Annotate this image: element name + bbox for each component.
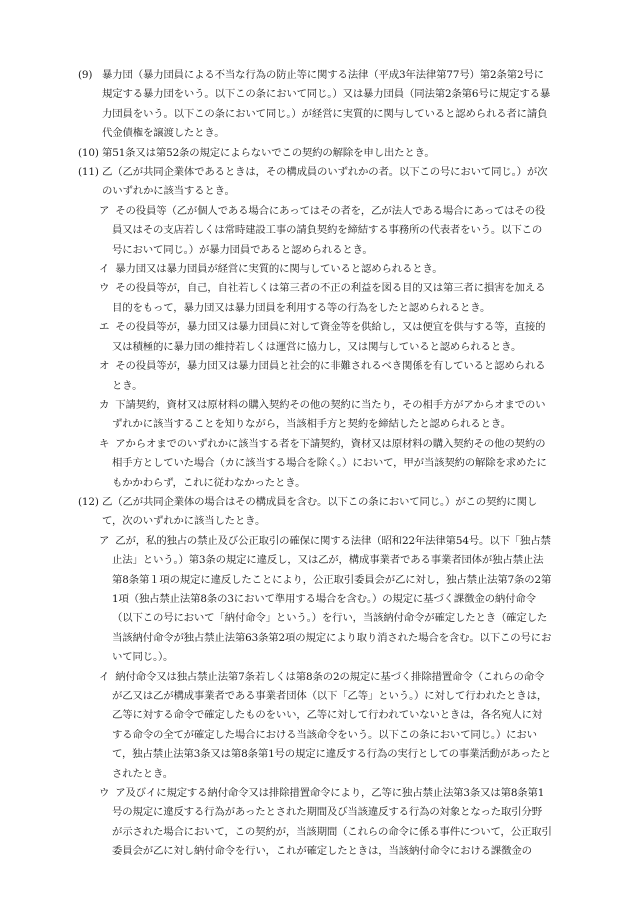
sub-item-text: アからオまでのいずれかに該当する者を下請契約，資材又は原材料の購入契約その他の契約の相手方としていた場合（カに該当する場合を除く。）において，甲が当該契約の解除を求めたにもかかわらず，これに従わなかったとき。 (112, 437, 547, 489)
sub-item-text: 乙が，私的独占の禁止及び公正取引の確保に関する法律（昭和22年法律第54号。以下「独占禁止法」という。）第3条の規定に違反し，又は乙が，構成事業者である事業者団体が独占禁止法第8条第１項の規定に違反したことにより，公正取引委員会が乙に対し，独占禁止法第7条の2第1項（独占禁止法第8条の3において準用する場合を含む。）の規定に基づく課徴金の納付命令（以下この号において「納付命令」という。）を行い，当該納付命令が確定したとき（確定した当該納付命令が独占禁止法第63条第2項の規定により取り消された場合を含む。以下この号において同じ。）。 (112, 534, 552, 664)
sub-item-11-a (92, 202, 552, 260)
sub-item-text: その役員等が，自己，自社若しくは第三者の不正の利益を図る目的又は第三者に損害を加える目的をもって，暴力団又は暴力団員を利用する等の行為をしたと認められるとき。 (112, 282, 546, 314)
clause-10 (78, 144, 552, 163)
contract-page (78, 66, 552, 862)
sub-item-11-ki (92, 435, 552, 493)
sub-item-text: ア及びイに規定する納付命令又は排除措置命令により，乙等に独占禁止法第3条又は第8条第1号の規定に違反する行為があったとされた期間及び当該違反する行為の対象となった取引分野が示された場合において，この契約が，当該期間（これらの命令に係る事件について，公正取引委員会が乙に対し納付命令を行い，これが確定したときは，当該納付命令における課徴金の (112, 787, 552, 858)
sub-item-11-u (92, 279, 552, 318)
sub-item-text: その役員等が，暴力団又は暴力団員と社会的に非難されるべき関係を有していると認められるとき。 (112, 360, 546, 392)
sub-item-label: エ (99, 321, 110, 334)
sub-item-12-u (92, 784, 552, 862)
clause-number: (10) (78, 146, 99, 159)
sub-item-text: 暴力団又は暴力団員が経営に実質的に関与していると認められるとき。 (115, 263, 443, 276)
sub-item-label: カ (99, 398, 110, 411)
sub-item-label: オ (99, 360, 110, 373)
sub-item-text: 納付命令又は独占禁止法第7条若しくは第8条の2の規定に基づく排除措置命令（これらの命令が乙又は乙が構成事業者である事業者団体（以下「乙等」という。）に対して行われたときは，乙等に対する命令で確定したものをいい，乙等に対して行われていないときは，各名宛人に対する命令の全てが確定した場合における当該命令をいう。以下この条において同じ。）において，独占禁止法第3条又は第8条第1号の規定に違反する行為の実行としての事業活動があったとされたとき。 (112, 670, 551, 780)
clause-text: 第51条又は第52条の規定によらないでこの契約の解除を申し出たとき。 (102, 146, 435, 159)
sub-item-label: ウ (99, 787, 110, 800)
sub-item-label: イ (99, 263, 110, 276)
clause-text: 暴力団（暴力団員による不当な行為の防止等に関する法律（平成3年法律第77号）第2条第2号に規定する暴力団をいう。以下この条において同じ。）又は暴力団員（同法第2条第6号に規定する暴力団員をいう。以下この条において同じ。）が経営に実質的に関与していると認められる者に請負代金債権を譲渡したとき。 (102, 69, 551, 140)
sub-item-text: その役員等（乙が個人である場合にあってはその者を，乙が法人である場合にあってはその役員又はその支店若しくは常時建設工事の請負契約を締結する事務所の代表者をいう。以下この号において同じ。）が暴力団員であると認められるとき。 (112, 204, 546, 256)
sub-item-text: 下請契約，資材又は原材料の購入契約その他の契約に当たり，その相手方がアからオまでのいずれかに該当することを知りながら，当該相手方と契約を締結したと認められるとき。 (112, 398, 546, 431)
clause-9 (78, 66, 552, 144)
sub-item-label: ア (99, 204, 110, 217)
clause-number: (11) (78, 166, 99, 179)
sub-item-label: ア (99, 534, 110, 547)
sub-item-11-i (92, 260, 552, 279)
sub-item-11-e (92, 318, 552, 357)
sub-item-label: イ (99, 670, 110, 683)
sub-item-text: その役員等が，暴力団又は暴力団員に対して資金等を供給し，又は便宜を供与する等，直接的又は積極的に暴力団の維持若しくは運営に協力し，又は関与していると認められるとき。 (112, 321, 546, 353)
sub-item-12-a (92, 532, 552, 668)
clause-text: 乙（乙が共同企業体の場合はその構成員を含む。以下この条において同じ。）がこの契約に関して，次のいずれかに該当したとき。 (102, 495, 538, 528)
clause-number: (12) (78, 495, 99, 508)
clause-12 (78, 493, 552, 532)
sub-item-label: ウ (99, 282, 110, 295)
sub-item-11-ka (92, 396, 552, 435)
sub-item-11-o (92, 357, 552, 396)
clause-number: (9) (78, 69, 93, 81)
sub-item-label: キ (99, 437, 110, 450)
sub-item-12-i (92, 668, 552, 784)
clause-text: 乙（乙が共同企業体であるときは，その構成員のいずれかの者。以下この号において同じ。）が次のいずれかに該当するとき。 (102, 166, 548, 198)
clause-11 (78, 163, 552, 202)
